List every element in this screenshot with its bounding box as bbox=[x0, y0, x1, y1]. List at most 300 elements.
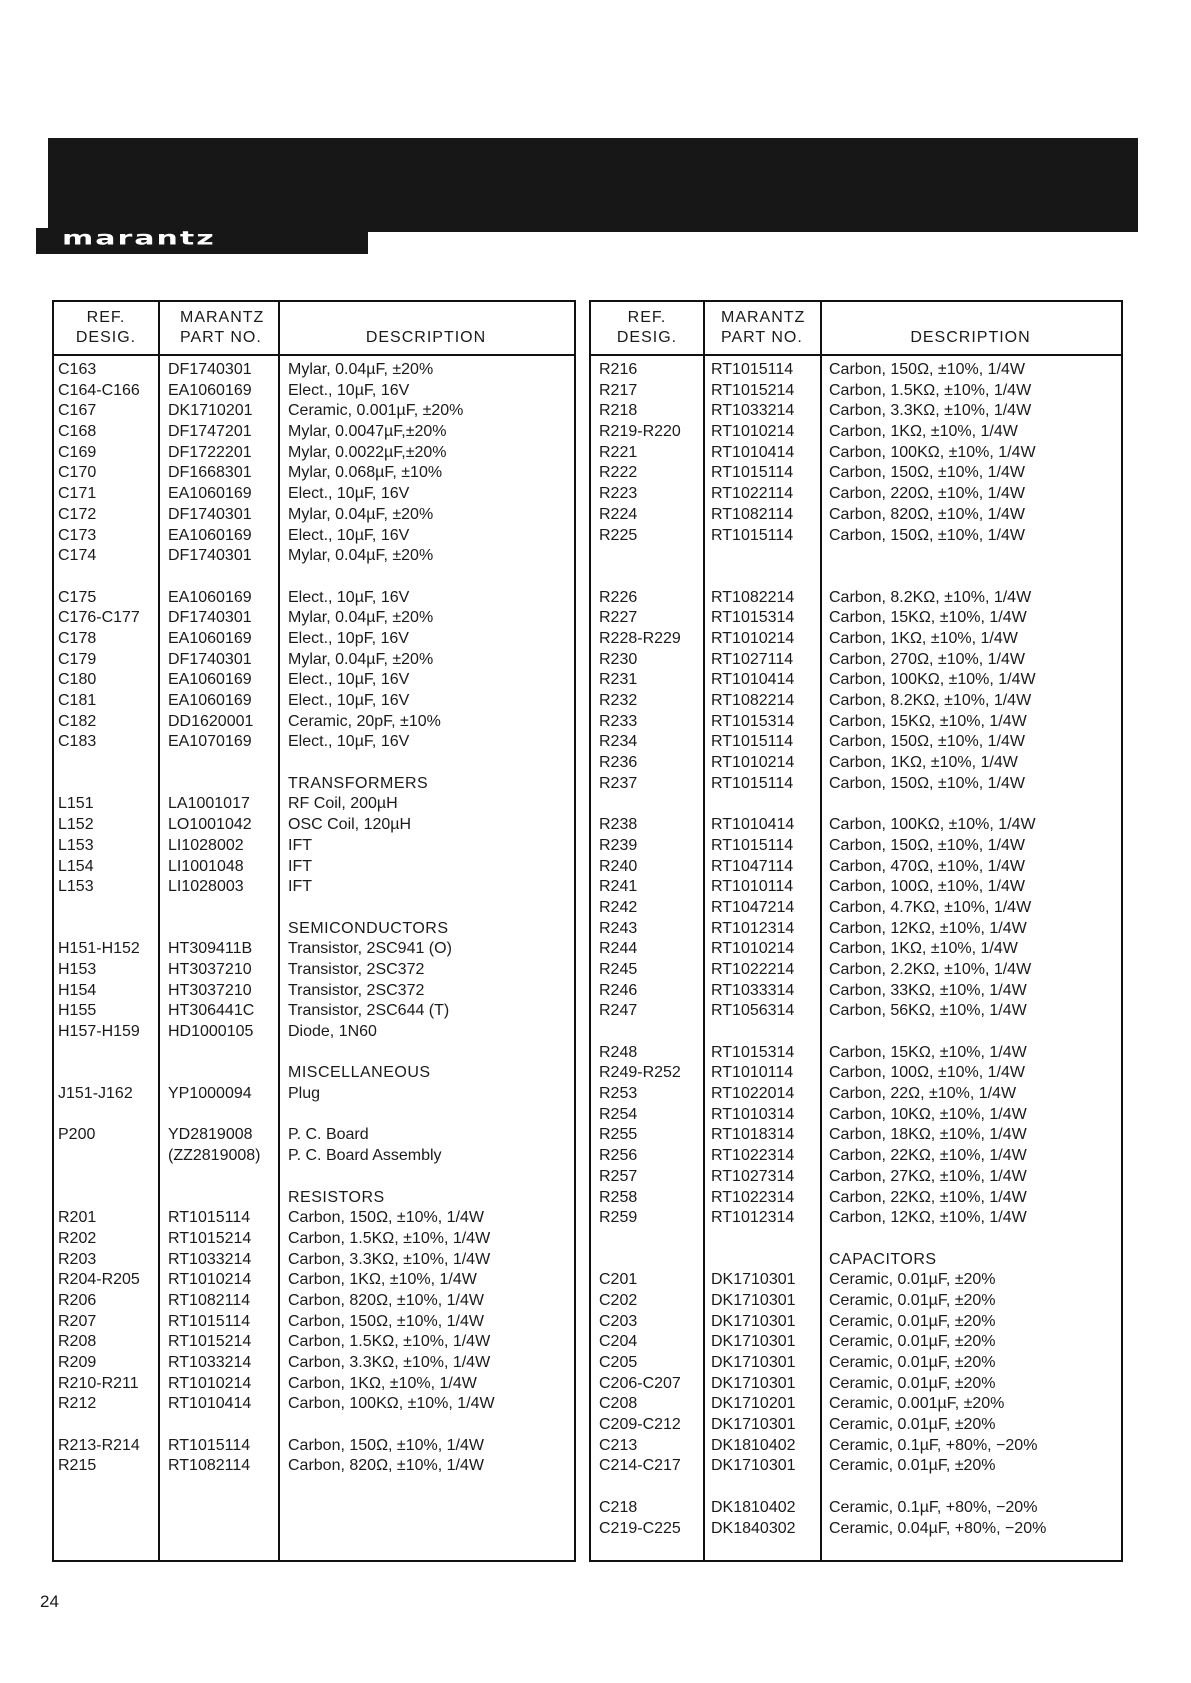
table-row bbox=[591, 381, 1121, 402]
table-row bbox=[591, 836, 1121, 857]
part-number: DK1710301 bbox=[711, 1312, 796, 1330]
table-row bbox=[591, 360, 1121, 381]
ref-designator: J151-J162 bbox=[58, 1085, 133, 1103]
table-row bbox=[591, 960, 1121, 981]
part-number: RT1010414 bbox=[711, 671, 795, 689]
description: Ceramic, 0.01µF, ±20% bbox=[829, 1374, 996, 1392]
description: Carbon, 820Ω, ±10%, 1/4W bbox=[829, 505, 1025, 523]
table-row bbox=[54, 1022, 574, 1043]
ref-designator: R213-R214 bbox=[58, 1436, 140, 1454]
part-number: DF1740301 bbox=[168, 609, 252, 627]
ref-designator: R254 bbox=[599, 1105, 638, 1123]
description: P. C. Board bbox=[288, 1126, 369, 1144]
ref-designator: R237 bbox=[599, 774, 638, 792]
table-row bbox=[54, 670, 574, 691]
header-part-line2: PART NO. bbox=[180, 329, 262, 346]
description: Carbon, 270Ω, ±10%, 1/4W bbox=[829, 650, 1025, 668]
table-row bbox=[591, 526, 1121, 547]
description: Carbon, 22Ω, ±10%, 1/4W bbox=[829, 1085, 1017, 1103]
part-number: DF1740301 bbox=[168, 650, 252, 668]
table-row bbox=[54, 960, 574, 981]
table-row bbox=[591, 670, 1121, 691]
ref-designator: C208 bbox=[599, 1395, 638, 1413]
part-number: LI1001048 bbox=[168, 857, 244, 875]
table-row bbox=[591, 1084, 1121, 1105]
part-number: RT1033314 bbox=[711, 981, 795, 999]
part-number: RT1082114 bbox=[711, 505, 794, 523]
part-number: EA1060169 bbox=[168, 526, 252, 544]
section-heading-row bbox=[591, 1250, 1121, 1271]
table-row bbox=[54, 505, 574, 526]
section-heading: CAPACITORS bbox=[829, 1250, 937, 1268]
part-number: RT1027114 bbox=[711, 650, 794, 668]
right-rows bbox=[591, 360, 1121, 1539]
part-number: RT1015114 bbox=[168, 1209, 251, 1227]
description: Mylar, 0.04µF, ±20% bbox=[288, 609, 434, 627]
part-number: LO1001042 bbox=[168, 816, 252, 834]
header-part bbox=[721, 308, 821, 360]
part-number: DK1710301 bbox=[711, 1354, 796, 1371]
table-row bbox=[591, 443, 1121, 464]
ref-designator: C175 bbox=[58, 588, 97, 606]
table-row bbox=[591, 1125, 1121, 1146]
table-row bbox=[591, 422, 1121, 443]
header-ref-line1: REF. bbox=[627, 309, 667, 326]
ref-designator: R215 bbox=[58, 1457, 97, 1475]
description: Transistor, 2SC372 bbox=[288, 981, 425, 999]
description: Mylar, 0.0047µF,±20% bbox=[288, 423, 447, 441]
ref-designator: R223 bbox=[599, 485, 638, 503]
table-row bbox=[591, 1353, 1121, 1374]
description: Mylar, 0.04µF, ±20% bbox=[288, 650, 434, 668]
brand-logo: marantz bbox=[62, 227, 216, 250]
ref-designator: C213 bbox=[599, 1436, 638, 1454]
ref-designator: R228-R229 bbox=[599, 629, 681, 647]
part-number: RT1010214 bbox=[711, 423, 795, 441]
table-row bbox=[54, 1001, 574, 1022]
ref-designator: C178 bbox=[58, 629, 97, 647]
ref-designator: C214-C217 bbox=[599, 1457, 681, 1475]
description: Carbon, 220Ω, ±10%, 1/4W bbox=[829, 485, 1025, 503]
row-spacer bbox=[591, 1022, 1121, 1043]
table-row bbox=[54, 836, 574, 857]
description: Carbon, 150Ω, ±10%, 1/4W bbox=[288, 1209, 484, 1227]
description: Transistor, 2SC941 (O) bbox=[288, 940, 452, 958]
ref-designator: R233 bbox=[599, 712, 638, 730]
table-row bbox=[591, 401, 1121, 422]
description: Carbon, 150Ω, ±10%, 1/4W bbox=[829, 733, 1025, 751]
table-row bbox=[54, 815, 574, 836]
description: IFT bbox=[288, 878, 312, 896]
ref-designator: C203 bbox=[599, 1312, 638, 1330]
page-number: 24 bbox=[40, 1592, 59, 1611]
description: Mylar, 0.04µF, ±20% bbox=[288, 361, 434, 378]
section-heading-row bbox=[54, 774, 574, 795]
part-number: RT1015114 bbox=[711, 774, 794, 792]
table-row bbox=[54, 401, 574, 422]
section-heading: RESISTORS bbox=[288, 1188, 385, 1206]
table-row bbox=[591, 650, 1121, 671]
table-row bbox=[591, 898, 1121, 919]
table-row bbox=[591, 691, 1121, 712]
row-spacer bbox=[54, 753, 574, 774]
ref-designator: R239 bbox=[599, 836, 638, 854]
part-number: RT1015114 bbox=[711, 464, 794, 482]
ref-designator: R210-R211 bbox=[58, 1374, 139, 1392]
description: Ceramic, 0.01µF, ±20% bbox=[829, 1333, 996, 1351]
description: Carbon, 33KΩ, ±10%, 1/4W bbox=[829, 981, 1027, 999]
row-spacer bbox=[591, 567, 1121, 588]
description: Transistor, 2SC644 (T) bbox=[288, 1002, 450, 1020]
part-number: RT1082214 bbox=[711, 588, 795, 606]
description: Carbon, 22KΩ, ±10%, 1/4W bbox=[829, 1147, 1027, 1165]
ref-designator: R244 bbox=[599, 940, 638, 958]
header-ref-line1: REF. bbox=[86, 309, 126, 326]
table-row bbox=[54, 1394, 574, 1415]
part-number: LA1001017 bbox=[168, 795, 250, 813]
description: Carbon, 150Ω, ±10%, 1/4W bbox=[829, 774, 1025, 792]
part-number: HT3037210 bbox=[168, 960, 252, 978]
header-desc-label: DESCRIPTION bbox=[910, 329, 1031, 346]
ref-designator: C183 bbox=[58, 733, 97, 751]
table-row bbox=[591, 588, 1121, 609]
description: Transistor, 2SC372 bbox=[288, 960, 425, 978]
description: Carbon, 100KΩ, ±10%, 1/4W bbox=[829, 443, 1036, 461]
ref-designator: C167 bbox=[58, 402, 97, 420]
description: Carbon, 470Ω, ±10%, 1/4W bbox=[829, 857, 1025, 875]
ref-designator: R257 bbox=[599, 1167, 638, 1185]
part-number: RT1033214 bbox=[168, 1250, 252, 1268]
description: Elect., 10µF, 16V bbox=[288, 381, 410, 399]
part-number: RT1015214 bbox=[168, 1333, 252, 1351]
header-ref-line2: DESIG. bbox=[616, 329, 678, 346]
header-desc-label: DESCRIPTION bbox=[365, 329, 487, 346]
ref-designator: R208 bbox=[58, 1333, 97, 1351]
table-row bbox=[591, 1498, 1121, 1519]
table-row bbox=[591, 463, 1121, 484]
table-row bbox=[54, 546, 574, 567]
description: P. C. Board Assembly bbox=[288, 1147, 442, 1165]
part-number: HT309411B bbox=[168, 940, 253, 958]
table-row bbox=[591, 1188, 1121, 1209]
part-number: RT1027314 bbox=[711, 1167, 795, 1185]
ref-designator: R204-R205 bbox=[58, 1271, 140, 1289]
part-number: RT1010414 bbox=[711, 443, 795, 461]
description: OSC Coil, 120µH bbox=[288, 816, 412, 834]
table-row bbox=[54, 1332, 574, 1353]
part-number: DK1710301 bbox=[711, 1416, 796, 1434]
part-number: HT3037210 bbox=[168, 981, 252, 999]
ref-designator: C172 bbox=[58, 505, 97, 523]
description: Elect., 10µF, 16V bbox=[288, 588, 410, 606]
description: Ceramic, 0.01µF, ±20% bbox=[829, 1457, 996, 1475]
part-number: EA1060169 bbox=[168, 381, 252, 399]
description: Ceramic, 0.01µF, ±20% bbox=[829, 1312, 996, 1330]
part-number: EA1060169 bbox=[168, 692, 252, 709]
part-number: RT1015314 bbox=[711, 609, 795, 627]
table-row bbox=[54, 1291, 574, 1312]
part-number: DK1810402 bbox=[711, 1498, 796, 1516]
description: Mylar, 0.04µF, ±20% bbox=[288, 505, 434, 523]
description: Diode, 1N60 bbox=[288, 1023, 377, 1040]
description: Ceramic, 0.1µF, +80%, −20% bbox=[829, 1436, 1038, 1454]
ref-designator: R238 bbox=[599, 816, 638, 834]
ref-designator: R222 bbox=[599, 464, 638, 482]
description: Carbon, 820Ω, ±10%, 1/4W bbox=[288, 1457, 484, 1475]
description: Carbon, 2.2KΩ, ±10%, 1/4W bbox=[829, 960, 1032, 978]
ref-designator: C170 bbox=[58, 464, 97, 482]
description: Ceramic, 0.001µF, ±20% bbox=[288, 402, 464, 420]
row-spacer bbox=[54, 567, 574, 588]
ref-designator: C181 bbox=[58, 692, 97, 709]
part-number: EA1060169 bbox=[168, 485, 252, 503]
ref-designator: C206-C207 bbox=[599, 1374, 681, 1392]
part-number: RT1018314 bbox=[711, 1126, 795, 1144]
description: Carbon, 150Ω, ±10%, 1/4W bbox=[288, 1436, 484, 1454]
description: Carbon, 1KΩ, ±10%, 1/4W bbox=[829, 423, 1018, 441]
table-row bbox=[591, 1105, 1121, 1126]
table-row bbox=[54, 877, 574, 898]
ref-designator: R218 bbox=[599, 402, 638, 420]
part-number: YD2819008 bbox=[168, 1126, 253, 1144]
table-row bbox=[591, 1063, 1121, 1084]
table-row bbox=[54, 463, 574, 484]
table-row bbox=[54, 588, 574, 609]
ref-designator: H151-H152 bbox=[58, 940, 140, 958]
part-number: RT1082114 bbox=[168, 1457, 251, 1475]
table-row bbox=[54, 1229, 574, 1250]
description: Ceramic, 0.04µF, +80%, −20% bbox=[829, 1519, 1047, 1537]
table-row bbox=[591, 1436, 1121, 1457]
row-spacer bbox=[591, 794, 1121, 815]
description: Carbon, 150Ω, ±10%, 1/4W bbox=[829, 464, 1025, 482]
table-row bbox=[591, 1208, 1121, 1229]
ref-designator: R234 bbox=[599, 733, 638, 751]
description: Carbon, 15KΩ, ±10%, 1/4W bbox=[829, 712, 1027, 730]
description: Elect., 10µF, 16V bbox=[288, 671, 410, 689]
table-row bbox=[591, 484, 1121, 505]
part-number: RT1022314 bbox=[711, 1147, 795, 1165]
description: Carbon, 4.7KΩ, ±10%, 1/4W bbox=[829, 898, 1032, 916]
part-number: RT1012314 bbox=[711, 1209, 795, 1227]
ref-designator: R227 bbox=[599, 609, 638, 627]
part-number: DK1710301 bbox=[711, 1333, 796, 1351]
ref-designator: R249-R252 bbox=[599, 1064, 681, 1082]
part-number: RT1056314 bbox=[711, 1002, 795, 1020]
ref-designator: L151 bbox=[58, 795, 94, 813]
description: Carbon, 1.5KΩ, ±10%, 1/4W bbox=[829, 381, 1032, 399]
description: Carbon, 3.3KΩ, ±10%, 1/4W bbox=[288, 1250, 491, 1268]
ref-designator: C168 bbox=[58, 423, 97, 441]
row-spacer bbox=[591, 1229, 1121, 1250]
part-number: RT1010114 bbox=[711, 878, 794, 896]
table-row bbox=[591, 1043, 1121, 1064]
header-part-line1: MARANTZ bbox=[721, 309, 806, 326]
header-part-line1: MARANTZ bbox=[180, 309, 265, 326]
table-row bbox=[591, 919, 1121, 940]
description: Carbon, 100Ω, ±10%, 1/4W bbox=[829, 878, 1025, 896]
table-row bbox=[591, 1312, 1121, 1333]
ref-designator: C163 bbox=[58, 361, 97, 378]
part-number: RT1082214 bbox=[711, 692, 795, 709]
description: Elect., 10µF, 16V bbox=[288, 733, 410, 751]
part-number: RT1010414 bbox=[711, 816, 795, 834]
part-number: (ZZ2819008) bbox=[168, 1147, 261, 1165]
part-number: RT1015114 bbox=[168, 1312, 251, 1330]
ref-designator: L154 bbox=[58, 857, 94, 875]
section-heading-row bbox=[54, 1188, 574, 1209]
table-row bbox=[54, 857, 574, 878]
ref-designator: R221 bbox=[599, 443, 638, 461]
table-row bbox=[54, 422, 574, 443]
description: Plug bbox=[288, 1085, 321, 1103]
part-number: RT1015114 bbox=[168, 1436, 251, 1454]
description: Carbon, 1KΩ, ±10%, 1/4W bbox=[288, 1271, 477, 1289]
ref-designator: R224 bbox=[599, 505, 638, 523]
ref-designator: R209 bbox=[58, 1354, 97, 1371]
table-row bbox=[591, 857, 1121, 878]
ref-designator: C171 bbox=[58, 485, 97, 503]
row-spacer bbox=[54, 1043, 574, 1064]
ref-designator: R217 bbox=[599, 381, 638, 399]
parts-table-left bbox=[52, 300, 576, 1562]
table-row bbox=[54, 526, 574, 547]
left-rows bbox=[54, 360, 574, 1477]
description: Carbon, 56KΩ, ±10%, 1/4W bbox=[829, 1002, 1027, 1020]
table-row bbox=[591, 608, 1121, 629]
ref-designator: C180 bbox=[58, 671, 97, 689]
table-row bbox=[54, 381, 574, 402]
part-number: RT1010214 bbox=[711, 629, 795, 647]
part-number: RT1015214 bbox=[711, 381, 795, 399]
table-row bbox=[591, 1519, 1121, 1540]
row-spacer bbox=[54, 898, 574, 919]
part-number: DK1810402 bbox=[711, 1436, 796, 1454]
header-part bbox=[180, 308, 280, 360]
description: Carbon, 100KΩ, ±10%, 1/4W bbox=[829, 816, 1036, 834]
part-number: LI1028003 bbox=[168, 878, 244, 896]
ref-designator: C176-C177 bbox=[58, 609, 140, 627]
part-number: DK1710301 bbox=[711, 1271, 796, 1289]
part-number: RT1010114 bbox=[711, 1064, 794, 1082]
table-row bbox=[54, 443, 574, 464]
part-number: RT1015114 bbox=[711, 526, 794, 544]
description: Elect., 10pF, 16V bbox=[288, 629, 409, 647]
part-number: RT1010214 bbox=[168, 1374, 252, 1392]
ref-designator: R242 bbox=[599, 898, 638, 916]
ref-designator: C179 bbox=[58, 650, 97, 668]
row-spacer bbox=[591, 546, 1121, 567]
part-number: RT1033214 bbox=[711, 402, 795, 420]
description: Carbon, 1KΩ, ±10%, 1/4W bbox=[288, 1374, 477, 1392]
description: Ceramic, 0.01µF, ±20% bbox=[829, 1416, 996, 1434]
ref-designator: R248 bbox=[599, 1043, 638, 1061]
table-row bbox=[591, 1394, 1121, 1415]
part-number: DD1620001 bbox=[168, 712, 254, 730]
part-number: RT1012314 bbox=[711, 919, 795, 937]
part-number: RT1010214 bbox=[711, 754, 795, 772]
header-ref bbox=[54, 308, 158, 360]
part-number: RT1015314 bbox=[711, 712, 795, 730]
part-number: DK1710301 bbox=[711, 1374, 796, 1392]
header-ref bbox=[591, 308, 703, 360]
description: Carbon, 8.2KΩ, ±10%, 1/4W bbox=[829, 588, 1032, 606]
table-row bbox=[591, 1167, 1121, 1188]
ref-designator: R241 bbox=[599, 878, 638, 896]
section-heading-row bbox=[54, 1063, 574, 1084]
description: Carbon, 15KΩ, ±10%, 1/4W bbox=[829, 609, 1027, 627]
table-row bbox=[591, 877, 1121, 898]
ref-designator: R212 bbox=[58, 1395, 97, 1413]
description: Carbon, 100KΩ, ±10%, 1/4W bbox=[829, 671, 1036, 689]
table-row bbox=[54, 981, 574, 1002]
description: Carbon, 1.5KΩ, ±10%, 1/4W bbox=[288, 1229, 491, 1247]
section-heading: MISCELLANEOUS bbox=[288, 1064, 431, 1082]
description: Ceramic, 0.1µF, +80%, −20% bbox=[829, 1498, 1038, 1516]
ref-designator: R203 bbox=[58, 1250, 97, 1268]
ref-designator: R236 bbox=[599, 754, 638, 772]
description: Carbon, 12KΩ, ±10%, 1/4W bbox=[829, 919, 1027, 937]
part-number: RT1033214 bbox=[168, 1354, 252, 1371]
table-row bbox=[591, 815, 1121, 836]
table-row bbox=[54, 732, 574, 753]
table-row bbox=[54, 1353, 574, 1374]
section-heading: SEMICONDUCTORS bbox=[288, 919, 449, 937]
table-row bbox=[54, 1270, 574, 1291]
table-row bbox=[54, 629, 574, 650]
table-row bbox=[54, 794, 574, 815]
description: Ceramic, 0.01µF, ±20% bbox=[829, 1271, 996, 1289]
table-row bbox=[591, 629, 1121, 650]
part-number: RT1047214 bbox=[711, 898, 795, 916]
table-row bbox=[591, 753, 1121, 774]
description: Mylar, 0.068µF, ±10% bbox=[288, 464, 443, 482]
ref-designator: R246 bbox=[599, 981, 638, 999]
ref-designator: H157-H159 bbox=[58, 1023, 140, 1040]
description: RF Coil, 200µH bbox=[288, 795, 398, 813]
ref-designator: R216 bbox=[599, 361, 638, 378]
description: Elect., 10µF, 16V bbox=[288, 485, 410, 503]
ref-designator: R226 bbox=[599, 588, 638, 606]
part-number: EA1060169 bbox=[168, 671, 252, 689]
table-row bbox=[54, 1146, 574, 1167]
section-heading: TRANSFORMERS bbox=[288, 774, 429, 792]
part-number: DF1722201 bbox=[168, 443, 252, 461]
ref-designator: R243 bbox=[599, 919, 638, 937]
table-row bbox=[54, 712, 574, 733]
part-number: RT1015114 bbox=[711, 733, 794, 751]
ref-designator: R232 bbox=[599, 692, 638, 709]
description: Carbon, 1KΩ, ±10%, 1/4W bbox=[829, 754, 1018, 772]
part-number: RT1082114 bbox=[168, 1291, 251, 1309]
ref-designator: L152 bbox=[58, 816, 94, 834]
ref-designator: R230 bbox=[599, 650, 638, 668]
ref-designator: R247 bbox=[599, 1002, 638, 1020]
table-row bbox=[54, 1084, 574, 1105]
description: Carbon, 1KΩ, ±10%, 1/4W bbox=[829, 629, 1018, 647]
ref-designator: R253 bbox=[599, 1085, 638, 1103]
part-number: RT1010214 bbox=[711, 940, 795, 958]
row-spacer bbox=[54, 1415, 574, 1436]
header-banner bbox=[48, 138, 1138, 232]
table-row bbox=[54, 608, 574, 629]
ref-designator: C219-C225 bbox=[599, 1519, 681, 1537]
part-number: RT1022014 bbox=[711, 1085, 795, 1103]
table-row bbox=[591, 712, 1121, 733]
description: Carbon, 150Ω, ±10%, 1/4W bbox=[288, 1312, 484, 1330]
ref-designator: R256 bbox=[599, 1147, 638, 1165]
part-number: RT1015114 bbox=[711, 836, 794, 854]
